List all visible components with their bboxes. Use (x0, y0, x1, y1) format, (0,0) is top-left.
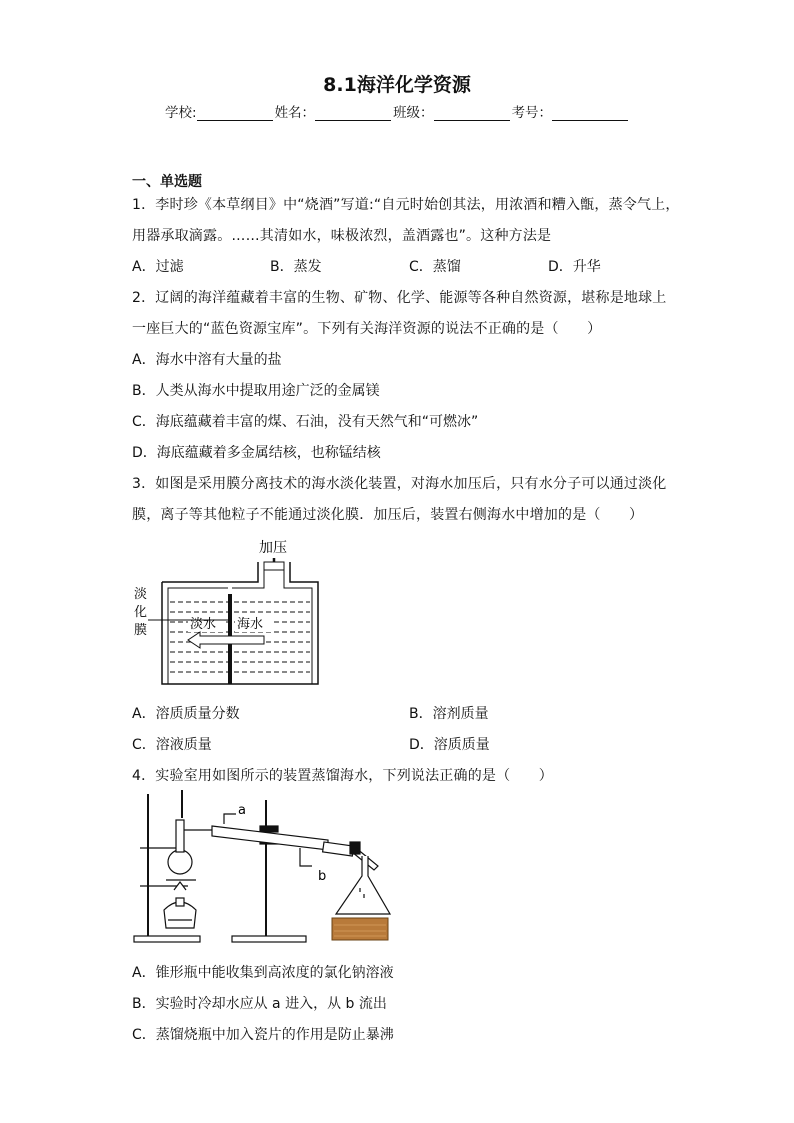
class-label: 班级： (393, 105, 434, 121)
school-blank (197, 106, 273, 121)
q4-line1: 4．实验室用如图所示的装置蒸馏海水，下列说法正确的是（ ） (132, 768, 553, 784)
q3-option-c: C．溶液质量 (132, 737, 212, 753)
q2-line1: 2．辽阔的海洋蕴藏着丰富的生物、矿物、化学、能源等各种自然资源，堪称是地球上 (132, 290, 667, 306)
number-label: 考号： (511, 105, 553, 121)
q1-option-b: B．蒸发 (270, 259, 322, 275)
q3-line2: 膜，离子等其他粒子不能通过淡化膜．加压后，装置右侧海水中增加的是（ ） (132, 507, 644, 523)
q1-option-c: C．蒸馏 (409, 259, 461, 275)
condenser (212, 814, 378, 870)
q2-line2: 一座巨大的“蓝色资源宝库”。下列有关海洋资源的说法不正确的是（ ） (132, 321, 602, 337)
name-label: 姓名： (274, 105, 316, 121)
q3-option-b: B．溶剂质量 (409, 706, 489, 722)
conical-flask (336, 856, 390, 914)
membrane-label-1: 淡 (134, 587, 148, 602)
middle-iron-stand (232, 800, 306, 942)
school-label: 学校: (165, 105, 197, 121)
distillation-flask (168, 790, 212, 874)
q4-option-a: A．锥形瓶中能收集到高浓度的氯化钠溶液 (132, 965, 394, 981)
piston (264, 562, 284, 570)
membrane-label-3: 膜 (134, 623, 148, 638)
q2-option-b: B．人类从海水中提取用途广泛的金属镁 (132, 383, 380, 399)
q2-option-c: C．海底蕴藏着丰富的煤、石油，没有天然气和“可燃冰” (132, 414, 479, 430)
membrane-desalination-figure (128, 532, 328, 692)
q4-option-c: C．蒸馏烧瓶中加入瓷片的作用是防止暴沸 (132, 1027, 394, 1043)
q4-option-b: B．实验时冷却水应从 a 进入，从 b 流出 (132, 996, 387, 1012)
name-blank (315, 106, 391, 121)
flow-arrow (188, 632, 264, 648)
q1-option-d: D．升华 (548, 259, 601, 275)
q3-option-a: A．溶质质量分数 (132, 706, 240, 722)
q1-line1: 1．李时珍《本草纲目》中“烧酒”写道:“自元时始创其法，用浓酒和糟入甑，蒸令气上， (132, 197, 680, 213)
q3-line1: 3．如图是采用膜分离技术的海水淡化装置，对海水加压后，只有水分子可以通过淡化 (132, 476, 667, 492)
q2-option-d: D．海底蕴藏着多金属结核，也称锰结核 (132, 445, 381, 461)
q3-option-d: D．溶质质量 (409, 737, 490, 753)
pressure-label: 加压 (259, 540, 287, 556)
alcohol-lamp (164, 882, 196, 928)
outlet-b-label: b (318, 869, 327, 884)
fresh-water-label: 淡水 (190, 617, 217, 632)
q2-option-a: A．海水中溶有大量的盐 (132, 352, 282, 368)
student-info (165, 101, 630, 121)
number-blank (552, 106, 628, 121)
inlet-a-label: a (238, 803, 246, 818)
wooden-block (332, 918, 388, 940)
container-outline-left (228, 562, 258, 582)
distillation-apparatus-figure (128, 790, 398, 950)
sea-water-label: 海水 (237, 617, 264, 632)
section-heading: 一、单选题 (132, 174, 202, 190)
membrane-label-2: 化 (134, 605, 148, 620)
class-blank (434, 106, 510, 121)
q1-line2: 用器承取滴露。……其清如水，味极浓烈，盖酒露也”。这种方法是 (132, 228, 552, 244)
q1-option-a: A．过滤 (132, 259, 184, 275)
page-title: 8.1海洋化学资源 (323, 74, 471, 96)
